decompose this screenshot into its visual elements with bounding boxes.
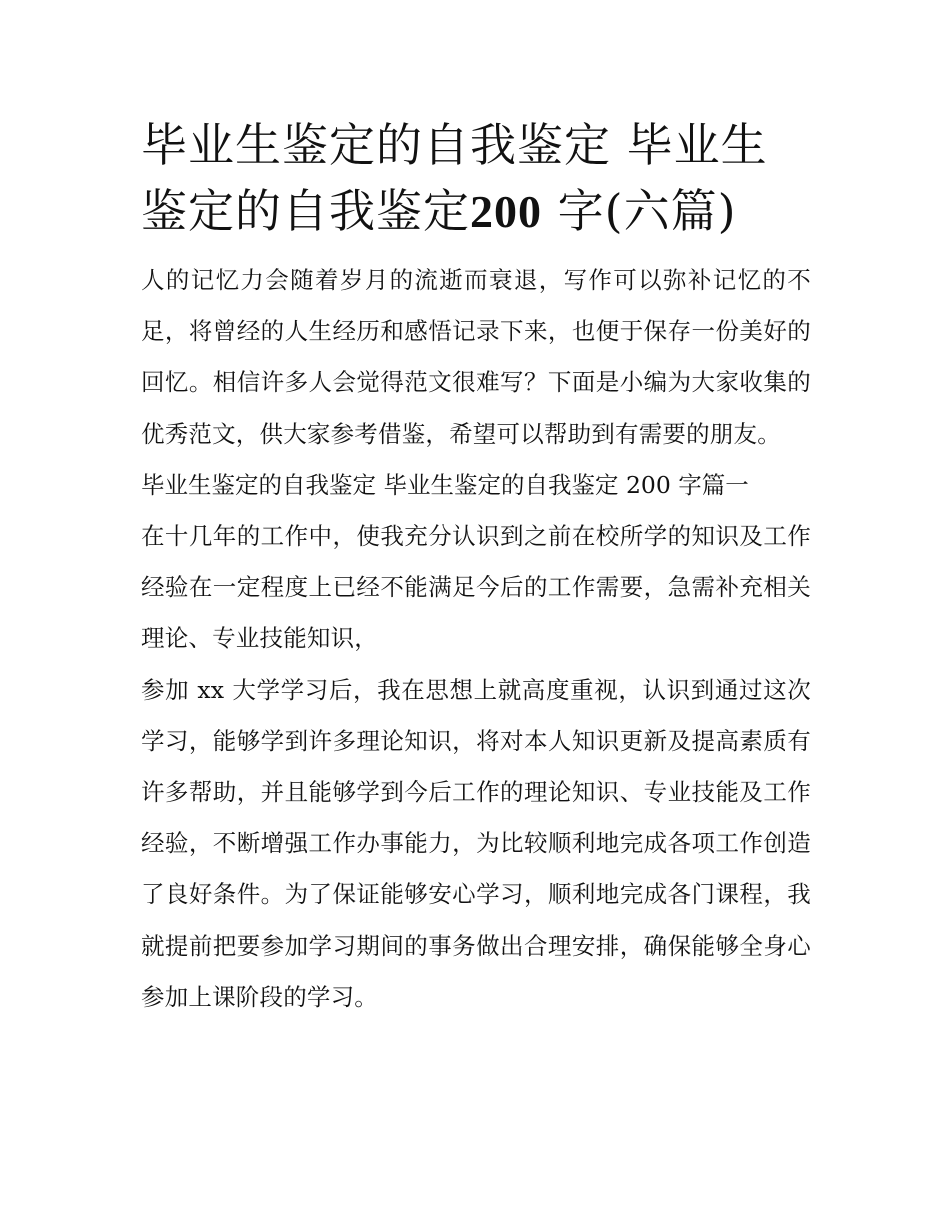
intro-paragraph: 人的记忆力会随着岁月的流逝而衰退，写作可以弥补记忆的不足，将曾经的人生经历和感悟记录下来，也便于保存一份美好的回忆。相信许多人会觉得范文很难写？下面是小编为大家收集的优秀范文，供大家参考借鉴，希望可以帮助到有需要的朋友。 bbox=[141, 266, 811, 448]
document-body bbox=[141, 255, 811, 1023]
document-content bbox=[141, 112, 811, 1023]
section-heading: 毕业生鉴定的自我鉴定 毕业生鉴定的自我鉴定 200 字篇一 bbox=[141, 470, 749, 499]
body-paragraph-1: 在十几年的工作中，使我充分认识到之前在校所学的知识及工作经验在一定程度上已经不能满足今后的工作需要，急需补充相关理论、专业技能知识， bbox=[141, 522, 811, 653]
title-text-part1: 毕业生鉴定的自我鉴定 毕业生鉴定的自我鉴定 bbox=[141, 118, 768, 238]
title-text-part2: 字(六篇) bbox=[557, 184, 737, 238]
body-paragraph-2: 参加 xx 大学学习后，我在思想上就高度重视，认识到通过这次学习，能够学到许多理论知识，将对本人知识更新及提高素质有许多帮助，并且能够学到今后工作的理论知识、专业技能及工作经验，不断增强工作办事能力，为比较顺利地完成各项工作创造了良好条件。为了保证能够安心学习，顺利地完成各门课程，我就提前把要参加学习期间的事务做出合理安排，确保能够全身心参加上课阶段的学习。 bbox=[141, 675, 811, 1011]
document-title bbox=[141, 112, 811, 245]
title-number: 200 bbox=[470, 186, 542, 237]
